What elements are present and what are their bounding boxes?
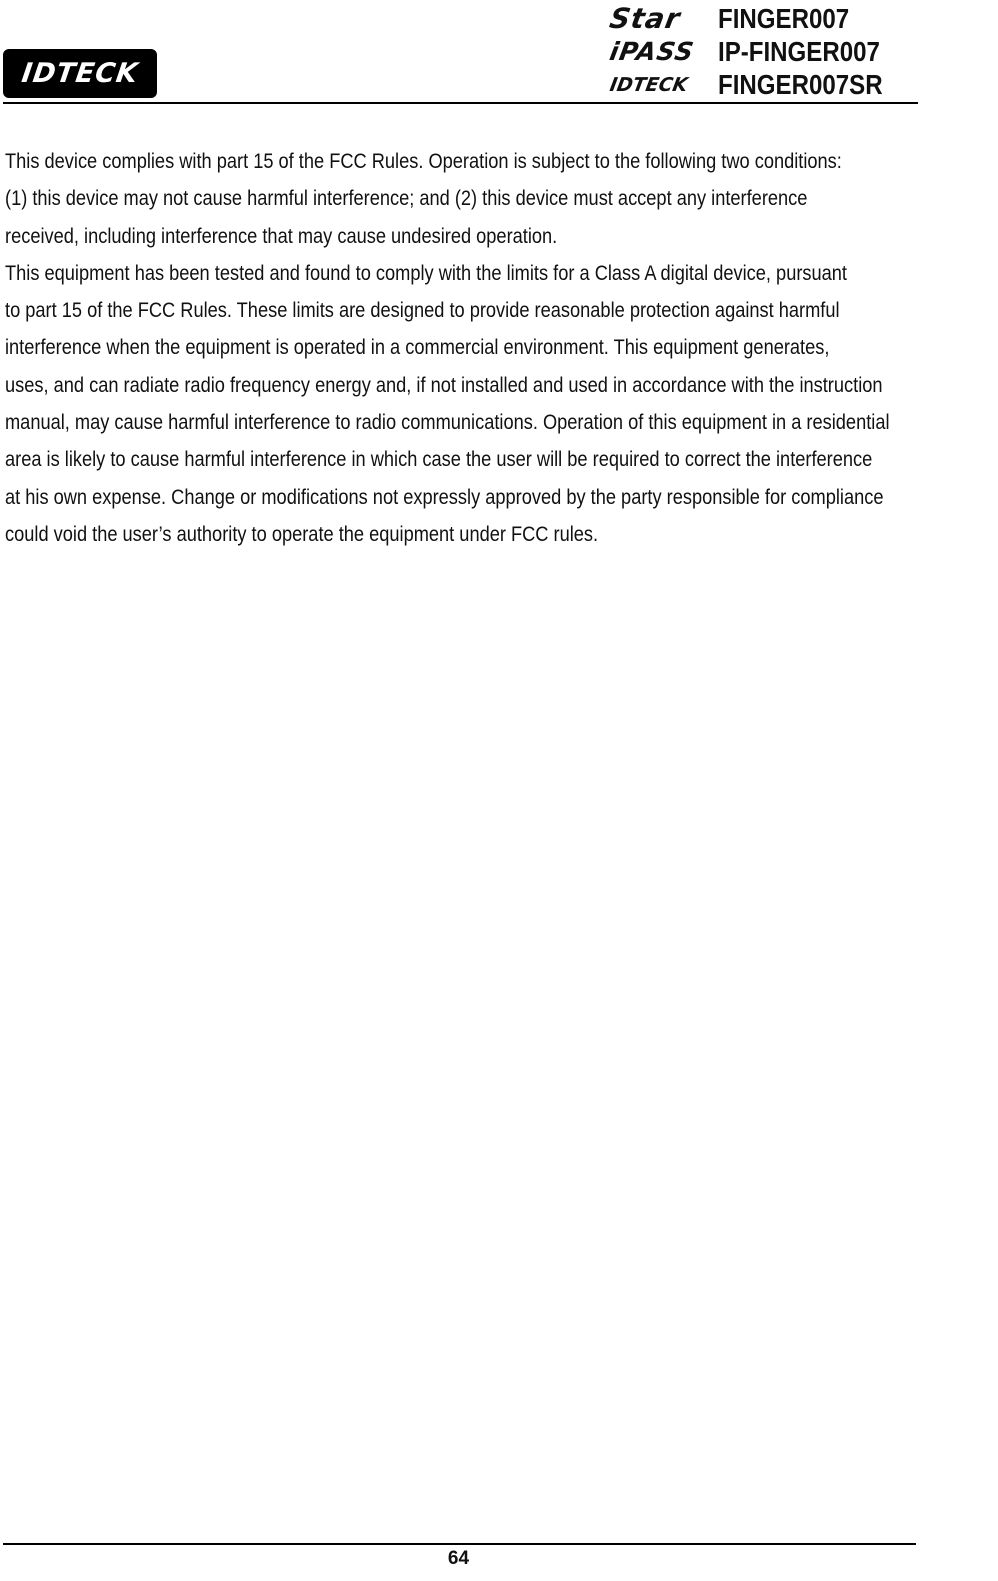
- footer-divider: [3, 1543, 916, 1545]
- notice-line: area is likely to cause harmful interference in which case the user will be required to correct the interference: [5, 448, 873, 472]
- header-divider: [3, 102, 918, 104]
- star-brand-logo: Star: [607, 2, 684, 35]
- notice-line: interference when the equipment is operated in a commercial environment. This equipment generates,: [5, 336, 830, 360]
- fcc-compliance-notice: [5, 143, 998, 553]
- notice-line: manual, may cause harmful interference to radio communications. Operation of this equipment in a residential: [5, 411, 890, 435]
- notice-line: (1) this device may not cause harmful interference; and (2) this device must accept any interference: [5, 187, 808, 211]
- ipass-brand-logo: iPASS: [607, 37, 697, 66]
- notice-line: to part 15 of the FCC Rules. These limits are designed to provide reasonable protection against harmful: [5, 299, 840, 323]
- notice-line: This equipment has been tested and found to comply with the limits for a Class A digital device, pursuant: [5, 261, 848, 285]
- notice-line: received, including interference that may cause undesired operation.: [5, 224, 558, 248]
- page-header: [0, 0, 998, 106]
- notice-line: uses, and can radiate radio frequency energy and, if not installed and used in accordance with the instruction: [5, 373, 883, 397]
- product-model-list: [607, 2, 930, 101]
- product-line-star: [607, 2, 930, 35]
- notice-line: This device complies with part 15 of the FCC Rules. Operation is subject to the following two conditions:: [5, 150, 842, 173]
- product-model-name: FINGER007SR: [718, 68, 883, 100]
- idteck-logo-text: IDTECK: [19, 58, 141, 89]
- notice-line: at his own expense. Change or modifications not expressly approved by the party responsible for compliance: [5, 485, 884, 509]
- page-number: 64: [447, 1548, 470, 1569]
- idteck-brand-logo: IDTECK: [608, 73, 690, 96]
- notice-line: could void the user’s authority to operate the equipment under FCC rules.: [5, 522, 599, 546]
- product-line-ipass: [607, 35, 930, 68]
- product-model-name: IP-FINGER007: [718, 35, 880, 67]
- product-model-name: FINGER007: [718, 2, 850, 34]
- product-line-idteck: [610, 68, 930, 101]
- idteck-logo: [3, 49, 157, 98]
